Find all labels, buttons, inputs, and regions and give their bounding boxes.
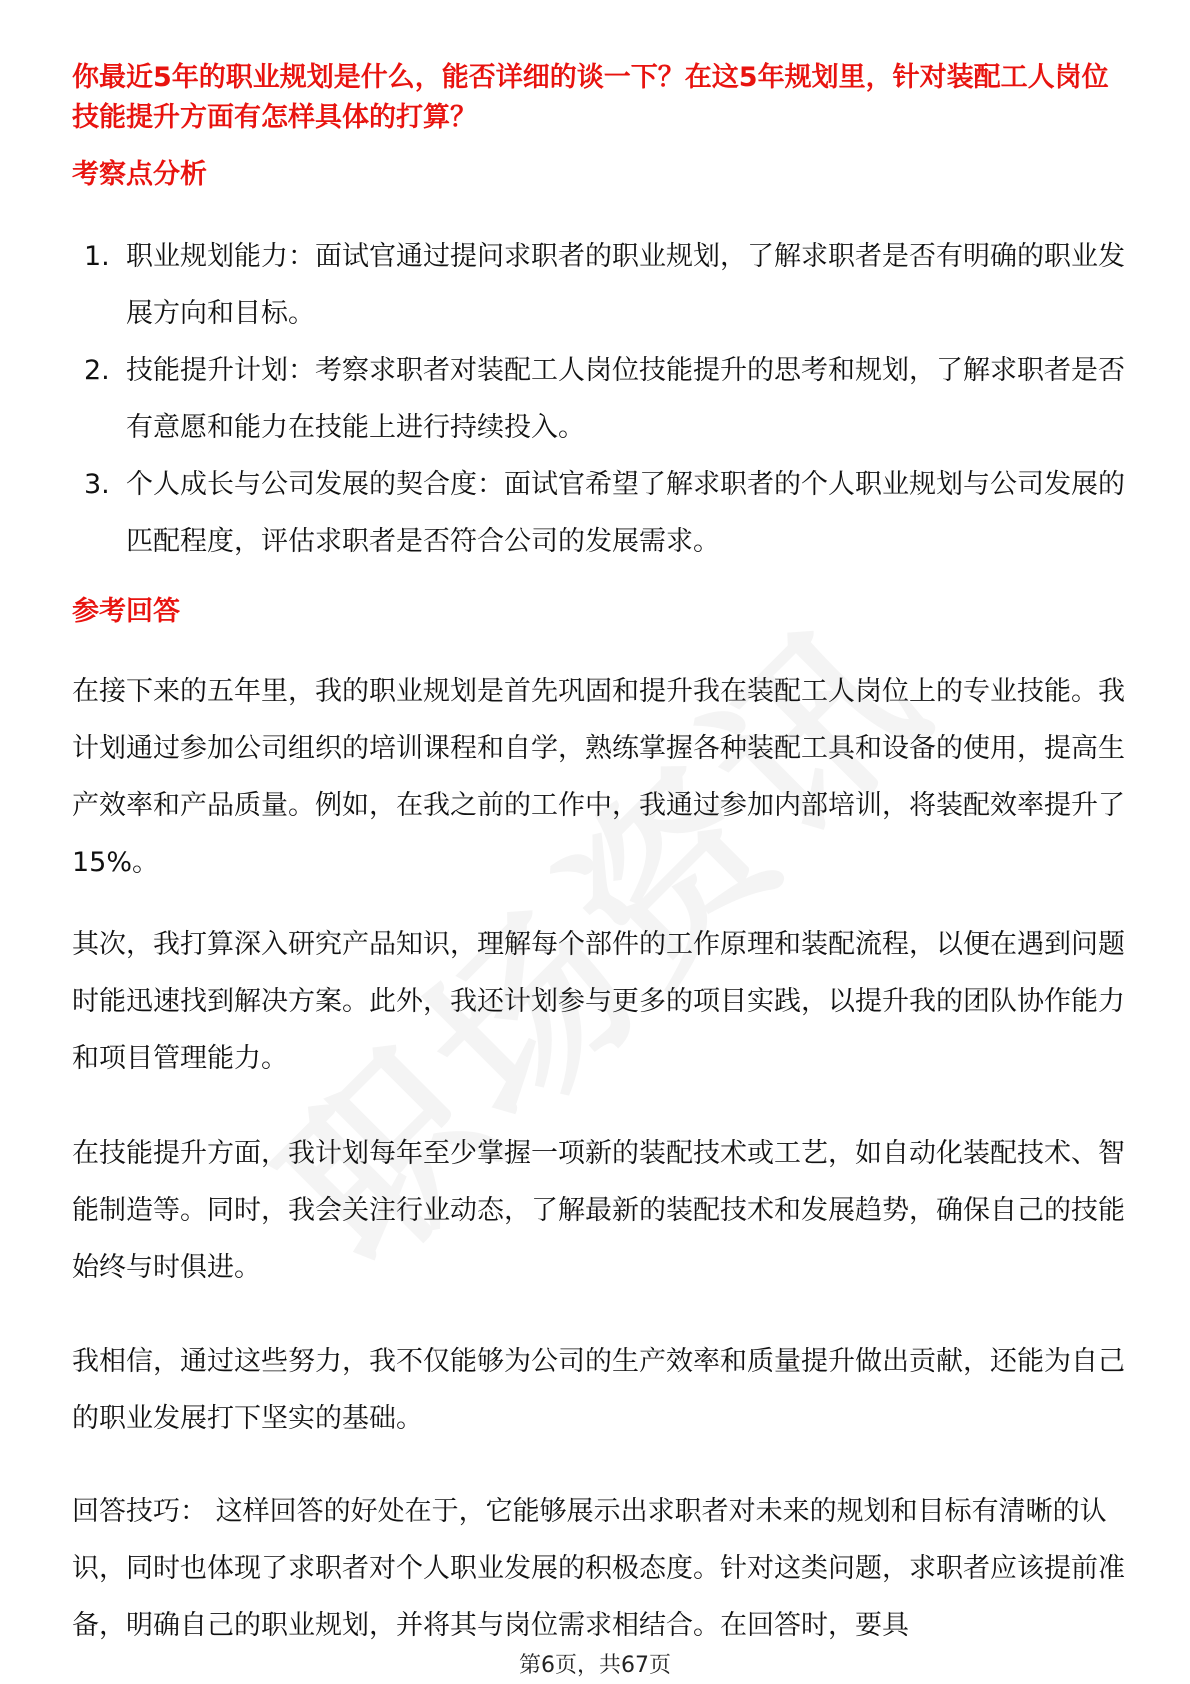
- analysis-section-title: 考察点分析: [72, 159, 207, 190]
- list-item-number: 1.: [84, 241, 110, 272]
- answer-paragraph: 在技能提升方面，我计划每年至少掌握一项新的装配技术或工艺，如自动化装配技术、智能制造等。同时，我会关注行业动态，了解最新的装配技术和发展趋势，确保自己的技能始终与时俱进。: [72, 1138, 1125, 1283]
- answer-section-title: 参考回答: [72, 596, 180, 627]
- list-item-number: 3.: [84, 469, 110, 500]
- answer-paragraph: 其次，我打算深入研究产品知识，理解每个部件的工作原理和装配流程，以便在遇到问题时能迅速找到解决方案。此外，我还计划参与更多的项目实践，以提升我的团队协作能力和项目管理能力。: [72, 929, 1125, 1074]
- list-item-number: 2.: [84, 355, 110, 386]
- page-footer: 第6页，共67页: [519, 1653, 671, 1678]
- list-item-text: 职业规划能力：面试官通过提问求职者的职业规划，了解求职者是否有明确的职业发展方向和目标。: [126, 241, 1125, 329]
- list-item-text: 技能提升计划：考察求职者对装配工人岗位技能提升的思考和规划，了解求职者是否有意愿和能力在技能上进行持续投入。: [126, 355, 1125, 443]
- analysis-list-item: [72, 342, 1132, 456]
- answer-paragraph: 我相信，通过这些努力，我不仅能够为公司的生产效率和质量提升做出贡献，还能为自己的职业发展打下坚实的基础。: [72, 1346, 1125, 1434]
- answer-tips-paragraph: 回答技巧： 这样回答的好处在于，它能够展示出求职者对未来的规划和目标有清晰的认识，同时也体现了求职者对个人职业发展的积极态度。针对这类问题，求职者应该提前准备，明确自己的职业规划，并将其与岗位需求相结合。在回答时，要具: [72, 1496, 1125, 1641]
- answer-paragraph: 在接下来的五年里，我的职业规划是首先巩固和提升我在装配工人岗位上的专业技能。我计划通过参加公司组织的培训课程和自学，熟练掌握各种装配工具和设备的使用，提高生产效率和产品质量。例如，在我之前的工作中，我通过参加内部培训，将装配效率提升了15%。: [72, 676, 1125, 878]
- list-item-text: 个人成长与公司发展的契合度：面试官希望了解求职者的个人职业规划与公司发展的匹配程度，评估求职者是否符合公司的发展需求。: [126, 469, 1125, 557]
- analysis-list-item: [72, 228, 1132, 342]
- analysis-list: [72, 228, 1132, 570]
- question-heading: 你最近5年的职业规划是什么，能否详细的谈一下？在这5年规划里，针对装配工人岗位技能提升方面有怎样具体的打算？: [72, 62, 1109, 133]
- analysis-list-item: [72, 456, 1132, 570]
